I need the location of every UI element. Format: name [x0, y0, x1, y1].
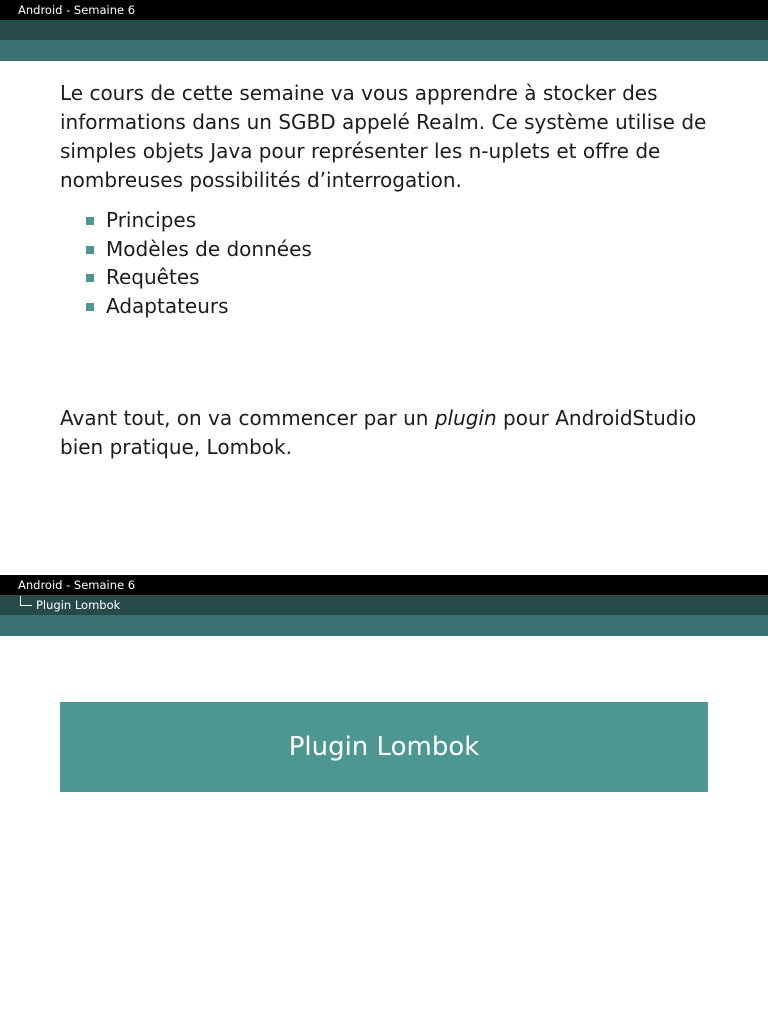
outro-text-after: pour AndroidStudio bien pratique, Lombok.: [60, 406, 697, 459]
outro-paragraph: [60, 404, 710, 462]
list-item-label: Principes: [106, 208, 197, 232]
square-bullet-icon: [86, 217, 94, 225]
outro-emphasis: plugin: [434, 406, 497, 430]
list-item: [86, 235, 312, 264]
square-bullet-icon: [86, 246, 94, 254]
header-title: Android - Semaine 6: [18, 578, 136, 592]
subheader-band: [0, 595, 768, 615]
tree-corner-icon: [20, 596, 32, 606]
square-bullet-icon: [86, 303, 94, 311]
title-band: [0, 40, 768, 61]
slide-plugin-lombok: [0, 575, 768, 1024]
intro-paragraph: Le cours de cette semaine va vous apprendre à stocker des informations dans un SGBD appelé Realm. Ce système utilise de simples objets Java pour représenter les n-uplets et offre de nombreuses possibilités d’interrogation.: [60, 81, 707, 192]
header-bar: [0, 575, 768, 595]
list-item-label: Modèles de données: [106, 236, 312, 261]
header-bar: [0, 0, 768, 20]
list-item: [86, 206, 312, 235]
header-title: Android - Semaine 6: [18, 3, 136, 17]
outro-text-before: Avant tout, on va commencer par un: [60, 406, 435, 430]
section-title: Plugin Lombok: [288, 732, 480, 762]
title-band: [0, 615, 768, 636]
topic-list: [86, 206, 312, 321]
list-item-label: Adaptateurs: [106, 294, 229, 319]
list-item-label: Requêtes: [106, 265, 200, 290]
section-title-box: [60, 702, 708, 792]
square-bullet-icon: [86, 274, 94, 282]
subheader-band: [0, 20, 768, 40]
breadcrumb-section: Plugin Lombok: [36, 598, 121, 612]
list-item: [86, 263, 312, 292]
list-item: [86, 292, 312, 321]
